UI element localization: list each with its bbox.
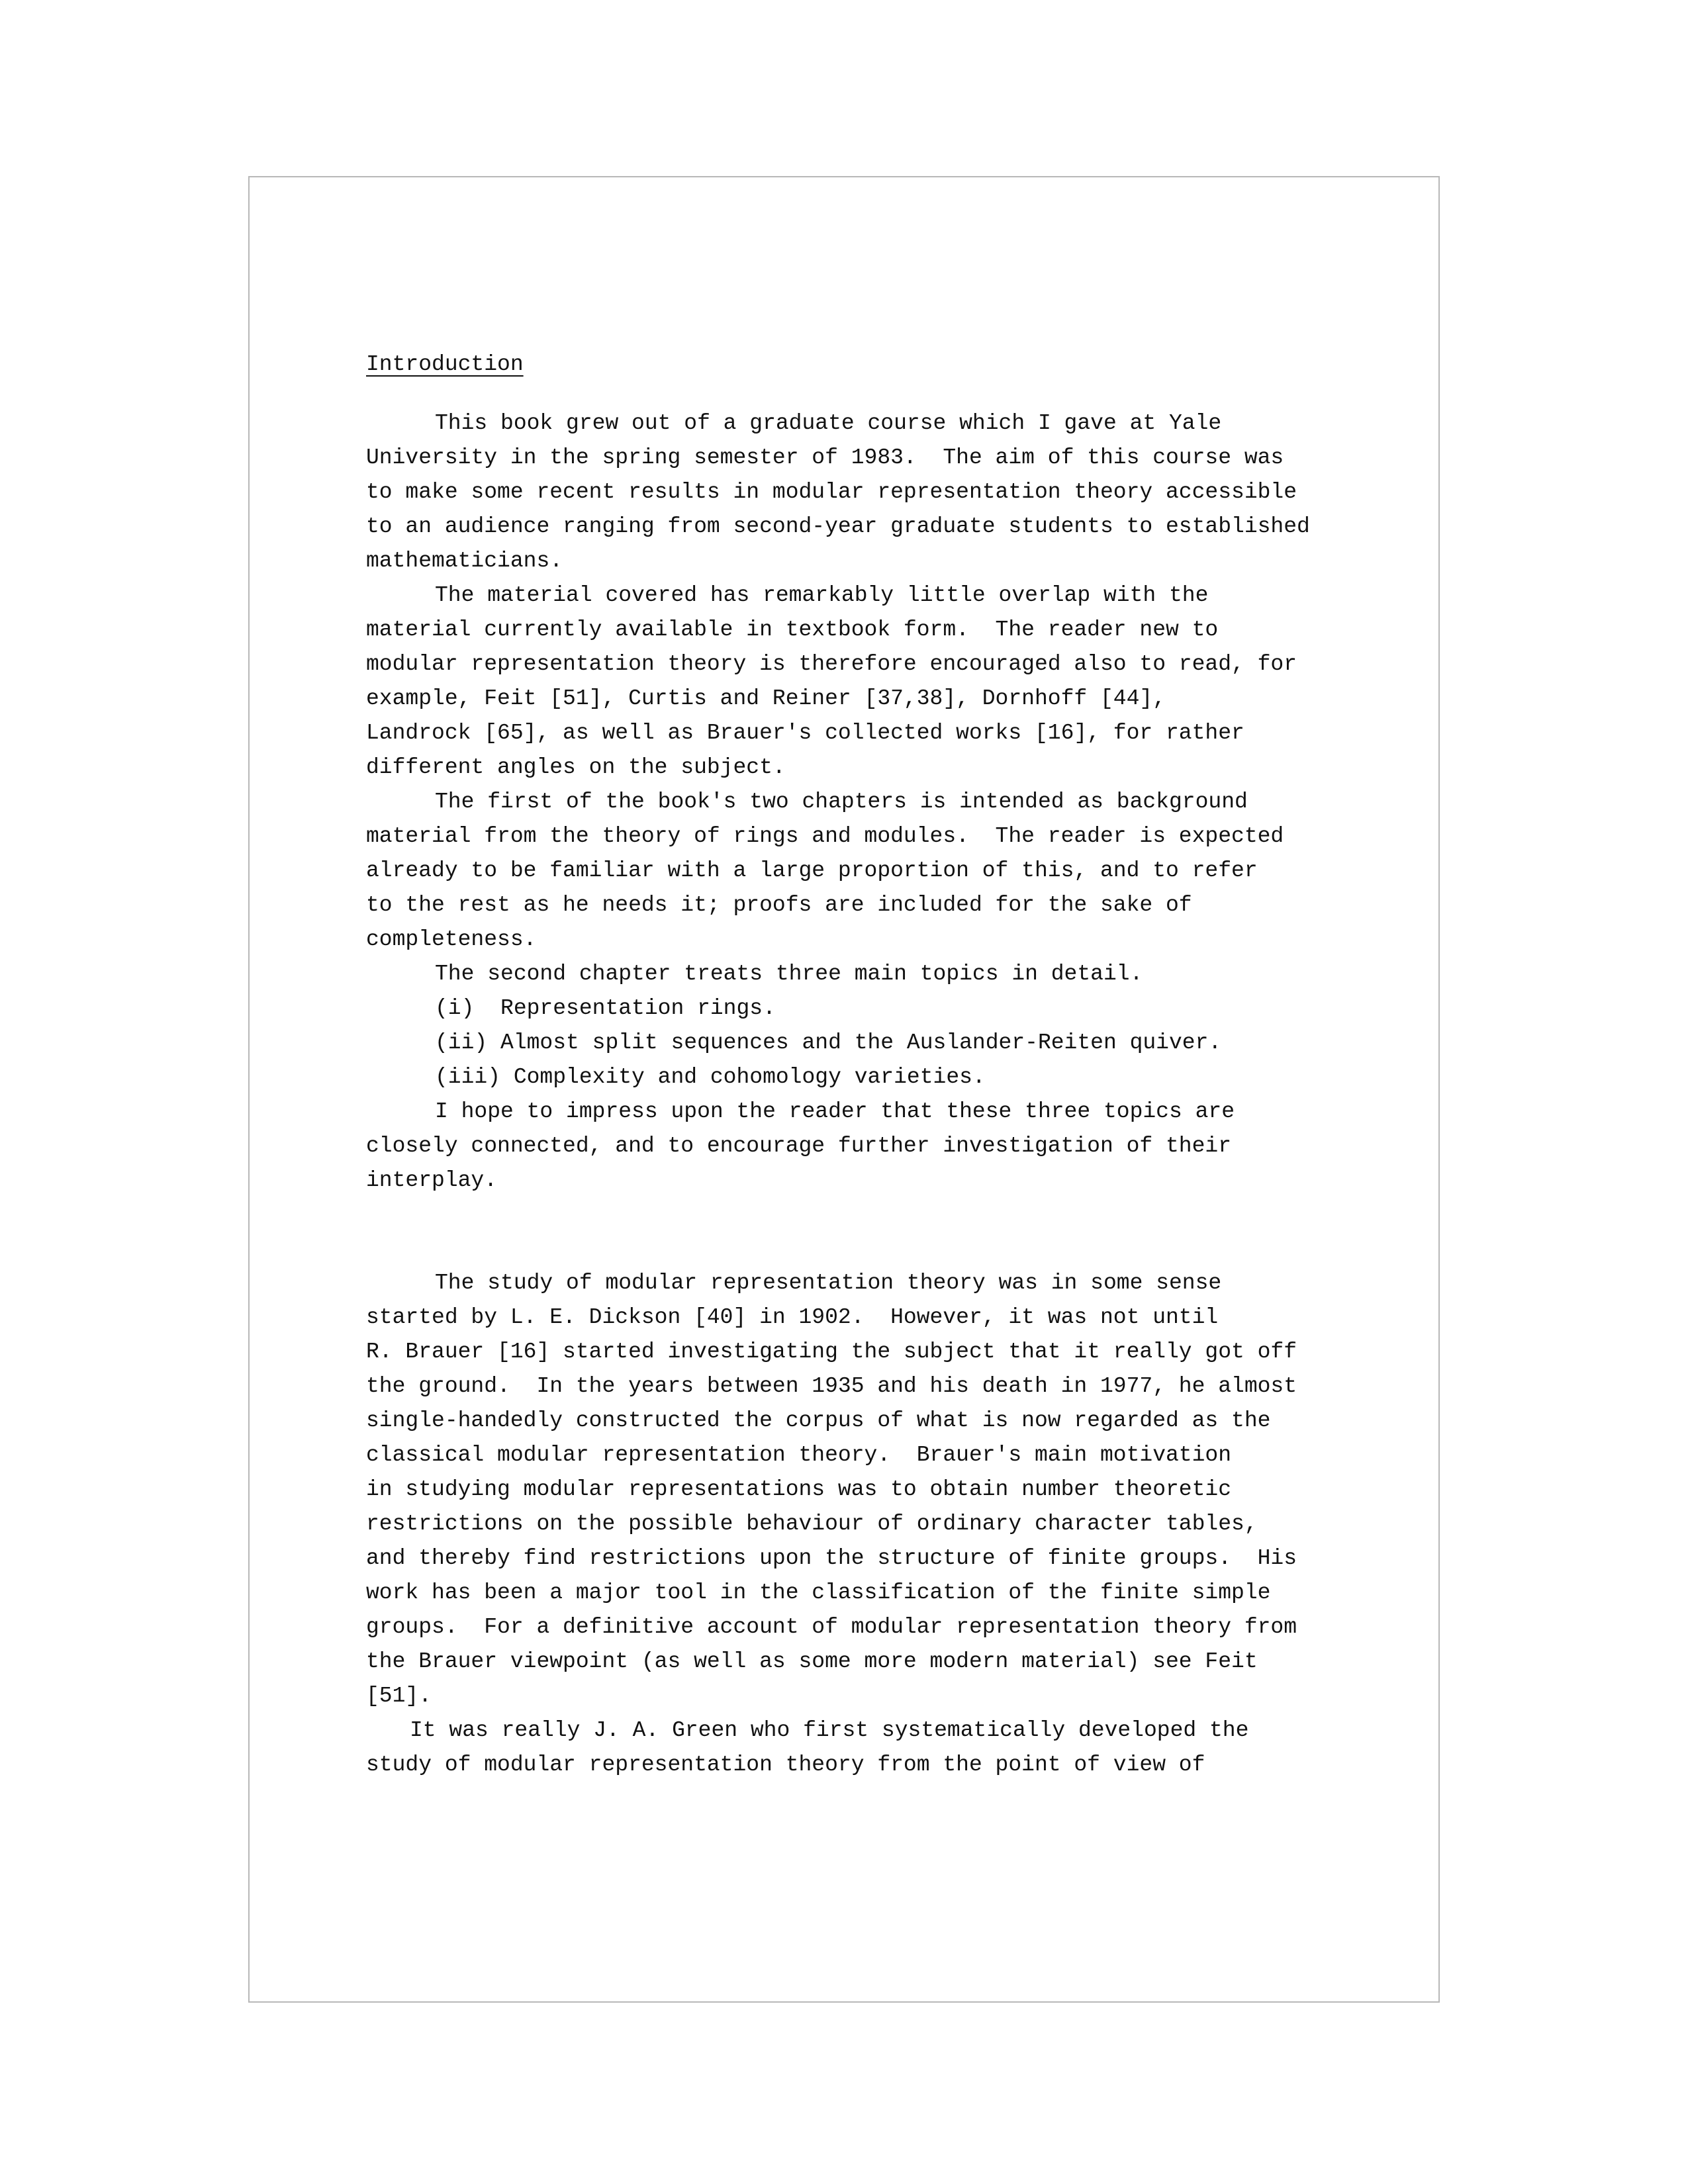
- text-line: the Brauer viewpoint (as well as some more modern material) see Feit: [366, 1649, 1258, 1674]
- text-line: completeness.: [366, 927, 537, 952]
- section-heading: Introduction: [366, 352, 524, 377]
- text-line: single-handedly constructed the corpus of what is now regarded as the: [366, 1408, 1271, 1433]
- text-line: restrictions on the possible behaviour of ordinary character tables,: [366, 1512, 1258, 1536]
- text-line: [51].: [366, 1684, 432, 1708]
- text-line: I hope to impress upon the reader that these three topics are: [435, 1099, 1235, 1124]
- text-line: The material covered has remarkably little overlap with the: [435, 583, 1209, 608]
- text-line: interplay.: [366, 1168, 498, 1193]
- text-line: classical modular representation theory. Brauer's main motivation: [366, 1443, 1232, 1467]
- text-line: The second chapter treats three main topics in detail.: [435, 962, 1143, 986]
- text-line: the ground. In the years between 1935 and his death in 1977, he almost: [366, 1374, 1297, 1398]
- text-line: material from the theory of rings and modules. The reader is expected: [366, 824, 1284, 848]
- introduction-paragraphs: [366, 406, 1399, 1198]
- text-line: groups. For a definitive account of modular representation theory from: [366, 1615, 1297, 1639]
- text-line: R. Brauer [16] started investigating the subject that it really got off: [366, 1340, 1297, 1364]
- document-body: [366, 347, 1399, 1782]
- text-line: already to be familiar with a large proportion of this, and to refer: [366, 858, 1258, 883]
- text-line: work has been a major tool in the classification of the finite simple: [366, 1580, 1271, 1605]
- text-line: closely connected, and to encourage further investigation of their: [366, 1134, 1232, 1158]
- list-item: (iii) Complexity and cohomology varieties.: [435, 1065, 986, 1089]
- text-line: modular representation theory is therefore encouraged also to read, for: [366, 652, 1297, 676]
- list-item: (i) Representation rings.: [435, 996, 776, 1021]
- list-item: (ii) Almost split sequences and the Auslander-Reiten quiver.: [435, 1030, 1222, 1055]
- text-line: It was really J. A. Green who first systematically developed the: [410, 1718, 1249, 1743]
- text-line: example, Feit [51], Curtis and Reiner [37,38], Dornhoff [44],: [366, 686, 1166, 711]
- text-line: study of modular representation theory from the point of view of: [366, 1752, 1205, 1777]
- text-line: material currently available in textbook form. The reader new to: [366, 617, 1219, 642]
- text-line: Landrock [65], as well as Brauer's collected works [16], for rather: [366, 721, 1244, 745]
- text-line: University in the spring semester of 1983. The aim of this course was: [366, 445, 1284, 470]
- text-line: and thereby find restrictions upon the structure of finite groups. His: [366, 1546, 1297, 1570]
- history-paragraphs: [366, 1266, 1399, 1782]
- text-line: The study of modular representation theory was in some sense: [435, 1271, 1222, 1295]
- text-line: started by L. E. Dickson [40] in 1902. However, it was not until: [366, 1305, 1219, 1330]
- text-line: to make some recent results in modular representation theory accessible: [366, 480, 1297, 504]
- text-line: mathematicians.: [366, 549, 563, 573]
- text-line: in studying modular representations was to obtain number theoretic: [366, 1477, 1232, 1502]
- text-line: The first of the book's two chapters is intended as background: [435, 790, 1248, 814]
- text-line: to the rest as he needs it; proofs are included for the sake of: [366, 893, 1192, 917]
- text-line: This book grew out of a graduate course which I gave at Yale: [435, 411, 1222, 435]
- text-line: to an audience ranging from second-year graduate students to established: [366, 514, 1310, 539]
- text-line: different angles on the subject.: [366, 755, 786, 780]
